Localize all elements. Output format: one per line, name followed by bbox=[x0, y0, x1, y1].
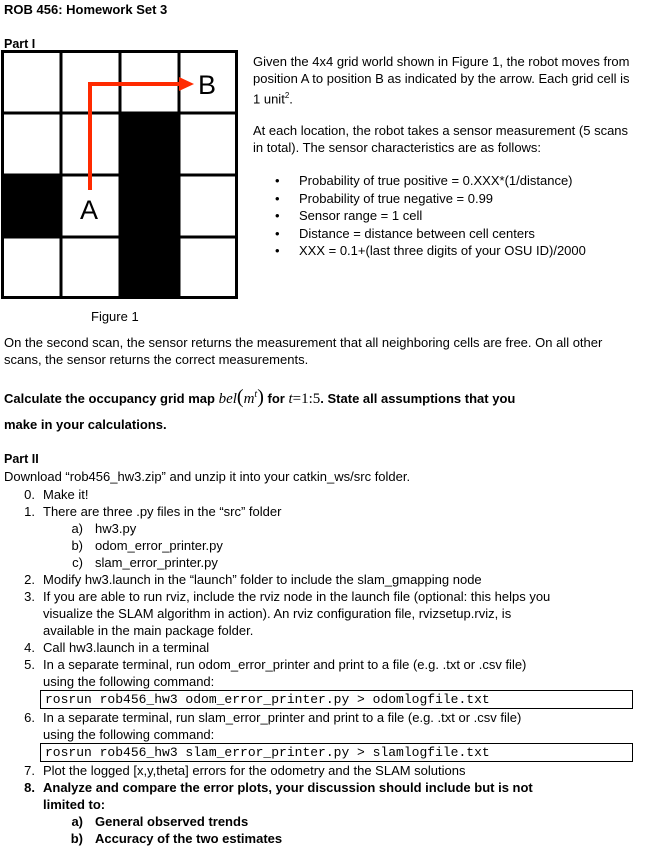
file-letter: b) bbox=[71, 538, 83, 553]
file-name: hw3.py bbox=[95, 521, 137, 536]
item-text: Plot the logged [x,y,theta] errors for the odometry and the SLAM solutions bbox=[43, 763, 466, 778]
sensor-characteristics-list bbox=[275, 172, 635, 260]
item-text: In a separate terminal, run odom_error_printer and print to a file (e.g. .txt or .csv file) bbox=[43, 657, 527, 672]
task-text-cont: . State all assumptions that you bbox=[320, 391, 516, 406]
instruction-item bbox=[19, 656, 641, 690]
analysis-item bbox=[65, 830, 641, 847]
item-text: limited to: bbox=[43, 797, 106, 812]
part1-heading: Part I bbox=[4, 37, 36, 51]
file-name: odom_error_printer.py bbox=[95, 538, 223, 553]
item-number: 7. bbox=[24, 763, 35, 778]
t-range-formula bbox=[288, 391, 320, 407]
bullet-item: • Sensor range = 1 cell bbox=[275, 207, 635, 225]
formula-t: t bbox=[288, 391, 293, 407]
part2-heading: Part II bbox=[4, 452, 39, 466]
item-text: Call hw3.launch in a terminal bbox=[43, 640, 210, 655]
analysis-text: Accuracy of the two estimates bbox=[95, 831, 283, 846]
free-cell bbox=[3, 113, 62, 175]
bel-formula: $bel(m^t)$ bbox=[218, 386, 264, 408]
item-number: 2. bbox=[24, 572, 35, 587]
formula-bel: bel bbox=[218, 391, 237, 407]
free-cell bbox=[179, 237, 237, 298]
second-scan-paragraph: On the second scan, the sensor returns the measurement that all neighboring cells are free. On all other scans, the sensor returns the correct measurements. bbox=[4, 335, 603, 367]
intro-paragraph bbox=[253, 53, 633, 107]
free-cell bbox=[3, 52, 62, 114]
file-item bbox=[65, 537, 641, 554]
intro-text: Given the 4x4 grid world shown in Figure 1, the robot moves from position A to position B as indicated by the arrow. Each grid cell is 1 unit bbox=[253, 54, 630, 107]
item-text: visualize the SLAM algorithm in action). An rviz configuration file, rvizsetup.rviz, is bbox=[43, 606, 512, 621]
item-text: available in the main package folder. bbox=[43, 623, 254, 638]
item-number: 3. bbox=[24, 589, 35, 604]
bullet-item: • XXX = 0.1+(last three digits of your OSU ID)/2000 bbox=[275, 242, 635, 260]
instruction-item bbox=[19, 486, 641, 503]
task-statement-line2: make in your calculations. bbox=[4, 417, 167, 432]
unit-superscript: 2 bbox=[284, 91, 290, 100]
item-text: Modify hw3.launch in the “launch” folder to include the slam_gmapping node bbox=[43, 572, 482, 587]
occupied-cell bbox=[120, 175, 179, 237]
instruction-item bbox=[19, 762, 641, 779]
label-b: B bbox=[198, 70, 217, 100]
free-cell bbox=[179, 113, 237, 175]
item-text: If you are able to run rviz, include the rviz node in the launch file (optional: this helps you bbox=[43, 589, 551, 604]
occupied-cell bbox=[120, 237, 179, 298]
instruction-item bbox=[19, 571, 641, 588]
instruction-item bbox=[19, 588, 641, 639]
formula-m: m bbox=[243, 391, 255, 407]
file-letter: a) bbox=[71, 521, 83, 536]
file-name: slam_error_printer.py bbox=[95, 555, 218, 570]
item-number: 5. bbox=[24, 657, 35, 672]
file-item bbox=[65, 520, 641, 537]
item-number: 4. bbox=[24, 640, 35, 655]
free-cell bbox=[61, 237, 120, 298]
item-text: using the following command: bbox=[43, 674, 215, 689]
free-cell bbox=[3, 237, 62, 298]
sensor-intro: At each location, the robot takes a sensor measurement (5 scans in total). The sensor characteristics are as follows: bbox=[253, 123, 629, 155]
figure-caption: Figure 1 bbox=[91, 309, 139, 324]
instruction-item bbox=[19, 639, 641, 656]
task-text: Calculate the occupancy grid map bbox=[4, 391, 215, 406]
item-number: 6. bbox=[24, 710, 35, 725]
bullet-item: • Probability of true positive = 0.XXX*(1/distance) bbox=[275, 172, 635, 190]
formula-sup: t bbox=[254, 389, 258, 400]
task-statement bbox=[4, 386, 515, 409]
file-item bbox=[65, 554, 641, 571]
analysis-letter: b) bbox=[70, 831, 83, 846]
instruction-item bbox=[19, 779, 641, 813]
formula-range: =1:5 bbox=[292, 391, 321, 407]
slam-command-box: rosrun rob456_hw3 slam_error_printer.py > slamlogfile.txt bbox=[40, 743, 633, 762]
odom-command-box: rosrun rob456_hw3 odom_error_printer.py > odomlogfile.txt bbox=[40, 690, 633, 709]
item-text: Analyze and compare the error plots, your discussion should include but is not bbox=[43, 780, 533, 795]
item-text: using the following command: bbox=[43, 727, 215, 742]
item-number: 8. bbox=[24, 780, 35, 795]
analysis-item bbox=[65, 813, 641, 830]
analysis-text: General observed trends bbox=[95, 814, 249, 829]
intro-end: . bbox=[289, 91, 293, 107]
analysis-letter: a) bbox=[71, 814, 83, 829]
bullet-item: • Distance = distance between cell centers bbox=[275, 225, 635, 243]
item-text: There are three .py files in the “src” folder bbox=[43, 504, 282, 519]
task-for: for bbox=[267, 391, 285, 406]
item-text: In a separate terminal, run slam_error_printer and print to a file (e.g. .txt or .csv file) bbox=[43, 710, 522, 725]
occupied-cell bbox=[120, 113, 179, 175]
instruction-item bbox=[19, 503, 641, 520]
document-title: ROB 456: Homework Set 3 bbox=[4, 2, 168, 17]
bullet-item: • Probability of true negative = 0.99 bbox=[275, 190, 635, 208]
free-cell bbox=[179, 175, 237, 237]
grid-world-figure bbox=[1, 50, 238, 299]
occupied-cell bbox=[3, 175, 62, 237]
item-number: 1. bbox=[24, 504, 35, 519]
item-text: Make it! bbox=[43, 487, 89, 502]
label-a: A bbox=[80, 195, 99, 225]
item-number: 0. bbox=[24, 487, 35, 502]
instruction-list bbox=[19, 486, 641, 847]
download-instruction: Download “rob456_hw3.zip” and unzip it into your catkin_ws/src folder. bbox=[4, 469, 411, 484]
file-letter: c) bbox=[72, 555, 83, 570]
instruction-item bbox=[19, 709, 641, 743]
